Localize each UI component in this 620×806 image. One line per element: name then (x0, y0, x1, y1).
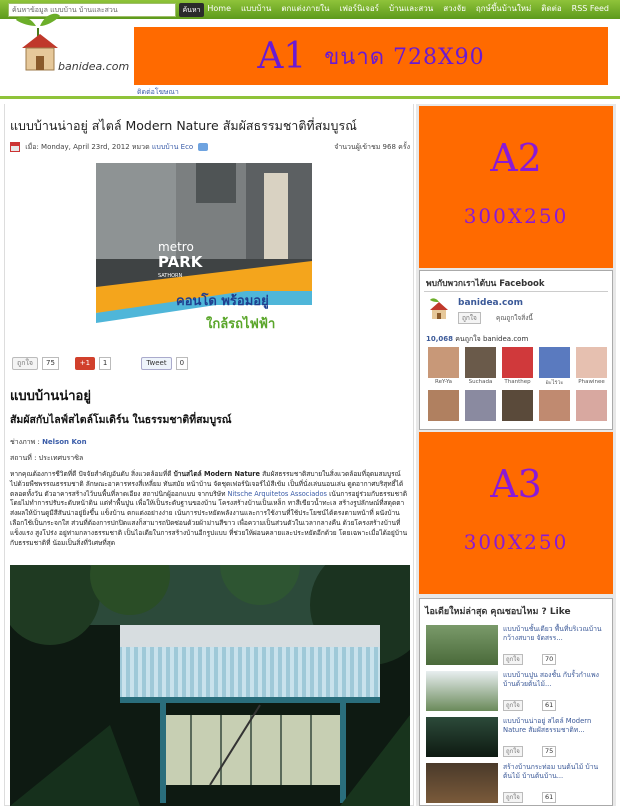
nav-contact[interactable]: ติดต่อ (541, 4, 562, 13)
comment-icon[interactable] (198, 143, 208, 151)
idea-like-button[interactable]: ถูกใจ (503, 746, 523, 757)
photo-credit (10, 437, 87, 448)
advertise-contact-link[interactable]: ติดต่อโฆษณา (137, 88, 179, 96)
nav-rss-feed[interactable]: RSS Feed (571, 4, 609, 13)
banner-a1-label: A1 (257, 35, 307, 77)
fan-face[interactable] (426, 390, 461, 421)
banner-ad-a1[interactable] (134, 27, 608, 85)
fan-name: Suchada (468, 379, 493, 385)
facebook-widget-title: พบกับพวกเราได้บน Facebook (426, 279, 545, 289)
facebook-widget (419, 270, 613, 430)
google-plus-button[interactable]: +1 (75, 357, 95, 370)
divider (424, 291, 608, 292)
idea-item[interactable] (426, 671, 610, 713)
architect-link[interactable]: Nitsche Arquitetos Associados (227, 489, 327, 498)
ad-line-condo-ready: คอนโด พร้อมอยู่ (176, 294, 269, 309)
nav-home[interactable]: Home (207, 4, 231, 13)
ad-box-a3[interactable] (419, 432, 613, 594)
ad-brand-park: PARK (158, 253, 203, 271)
idea-item[interactable] (426, 763, 610, 805)
idea-thumbnail[interactable] (426, 717, 498, 757)
fan-face[interactable] (537, 390, 572, 421)
fan-face[interactable] (574, 390, 609, 421)
idea-title-link[interactable]: แบบบ้านปูน สองชั้น กับรั้วกำแพงบ้านด้วยต้นไม้... (503, 671, 599, 688)
idea-thumbnail[interactable] (426, 671, 498, 711)
body-text-1: หากคุณต้องการชีวิตที่ดี ปัจจัยสำคัญอันดับ สิ่งแวดล้อมที่ดี (10, 470, 172, 478)
fan-name: Thanthep (504, 379, 531, 385)
you-like-this: คุณถูกใจสิ่งนี้ (496, 314, 533, 322)
share-bar (12, 356, 188, 370)
site-logo[interactable] (14, 8, 134, 78)
facebook-page-name[interactable]: banidea.com (458, 298, 523, 308)
nav-interior[interactable]: ตกแต่งภายใน (281, 4, 330, 13)
logo-wordmark: banidea.com (58, 60, 130, 73)
idea-like-button[interactable]: ถูกใจ (503, 654, 523, 665)
fan-name: อะไรวะ (545, 380, 564, 386)
idea-title-link[interactable]: แบบบ้านน่าอยู่ สไตล์ Modern Nature สัมผัสธรรมชาติท... (503, 717, 592, 734)
idea-title-link[interactable]: แบบบ้านชั้นเดียว พื้นที่บริเวณบ้านกว้างสบาย จัดสรร... (503, 625, 602, 642)
credit-label: ช่างภาพ : (10, 438, 40, 446)
fan-face[interactable] (537, 347, 572, 388)
calendar-icon (10, 142, 20, 152)
page-logo-icon[interactable] (428, 298, 450, 320)
fan-face[interactable] (463, 390, 498, 421)
ad-a3-size: 300X250 (463, 530, 569, 554)
avatar (502, 390, 533, 421)
location: สถานที่ : ประเทศบราซิล (10, 454, 84, 462)
search-input[interactable]: ค้นหาข้อมูล แบบบ้าน บ้านและสวน (8, 3, 176, 17)
idea-like-button[interactable]: ถูกใจ (503, 792, 523, 803)
idea-item[interactable] (426, 717, 610, 759)
latest-ideas-widget (419, 598, 613, 806)
ad-brand-sathorn: SATHORN (158, 273, 183, 279)
nav-furniture[interactable]: เฟอร์นิเจอร์ (339, 4, 379, 13)
ad-a2-size: 300X250 (463, 204, 569, 228)
metro-park-ad[interactable] (96, 163, 312, 343)
house-photo[interactable] (10, 565, 410, 806)
like-count: 75 (42, 357, 59, 370)
avatar (539, 347, 570, 378)
facebook-fan-count (426, 334, 528, 345)
nav-home-garden[interactable]: บ้านและสวน (388, 4, 434, 13)
fan-count-text: คนถูกใจ banidea.com (455, 335, 529, 343)
fan-face[interactable] (500, 390, 535, 421)
fan-face[interactable] (574, 347, 609, 388)
tweet-count: 0 (176, 357, 188, 370)
idea-title-link[interactable]: สร้างบ้านกระท่อม บนต้นไม้ บ้านต้นไม้ บ้านต้นบ้าน... (503, 763, 599, 780)
article-body (10, 470, 408, 548)
body-text-3: เน้นการอยู่ร่วมกับธรรมชาติ โดยไม่ทำการปรับระดับหน้าดิน แต่ทำพื้นปูน เพื่อให้เป็นระดับฐานของบ้าน โครงสร้างบ้านเป็นเหล็ก ทาสีเขียวน้ำทะเล สร้างรูปลักษณ์ที่สดุดตา ส่งผลให้บ้านดูมีสีสันน่าอยู่ยิ่งขึ้น แข็งบ้าน ตกแต่งอย่างง่าย เน้นการประหยัดพลังงานและการใช้งานที่ใช้ประโยชน์ได้ตรงตามหน้าที่ ผนังบ้านเลือกใช้เป็นกระจกใส ส่วนที่ต้องการปกปิดแสงก็สามารถปิดซ่อนด้วยผ้าม่านสีขาว เพื่อความเป็นส่วนตัวในเวลากลางคืน ด้วยโครงสร้างบ้านที่แข็งแรง สูงโปร่ง อยู่ท่ามกลางธรรมชาติ เป็นไอเดียในการสร้างบ้านอีกรูปแบบ ที่ช่วยให้ผ่อนคลายและประหยัดอีกด้วย โดยเฉพาะเมื่อได้อยู่บ้านกับธรรมชาติที่ น้อมเป็นสิ่งที่วิเศษที่สุด (10, 489, 408, 547)
fan-face[interactable] (500, 347, 535, 388)
search-button[interactable]: ค้นหา (179, 3, 204, 17)
condo-ad-graphic (96, 163, 312, 343)
idea-thumbnail[interactable] (426, 763, 498, 803)
view-count: จำนวนผู้เข้าชม 968 ครั้ง (334, 143, 410, 151)
ad-box-a2[interactable] (419, 106, 613, 268)
main-menu (202, 0, 614, 19)
gplus-count: 1 (99, 357, 111, 370)
post-date: เมื่อ: Monday, April 23rd, 2012 หมวด (25, 143, 150, 151)
idea-like-count: 61 (542, 700, 556, 711)
avatar (465, 347, 496, 378)
avatar (576, 390, 607, 421)
category-link[interactable]: แบบบ้าน Eco (151, 143, 194, 151)
ad-a3-label: A3 (490, 462, 542, 506)
ad-line-near-skytrain: ใกล้รถไฟฟ้า (206, 317, 276, 332)
avatar (428, 390, 459, 421)
nav-housewarming[interactable]: ฤกษ์ขึ้นบ้านใหม่ (475, 4, 532, 13)
nav-garden[interactable]: สวงจัย (443, 4, 466, 13)
article-heading: แบบบ้านน่าอยู่ (10, 389, 91, 404)
idea-like-button[interactable]: ถูกใจ (503, 700, 523, 711)
idea-like-count: 61 (542, 792, 556, 803)
fan-faces-grid (426, 347, 610, 421)
avatar (465, 390, 496, 421)
ad-a2-label: A2 (490, 136, 542, 180)
idea-item[interactable] (426, 625, 610, 667)
article-meta (10, 142, 410, 156)
facebook-like-button[interactable]: ถูกใจ (12, 357, 38, 370)
facebook-page-like-button[interactable]: ถูกใจ (458, 312, 481, 324)
body-bold-text: บ้านสไตล์ Modern Nature (173, 470, 261, 478)
fan-name: Phawinee (578, 379, 605, 385)
idea-thumbnail[interactable] (426, 625, 498, 665)
photographer-link[interactable]: Nelson Kon (42, 438, 87, 446)
house-logo-icon (14, 8, 134, 78)
avatar (539, 390, 570, 421)
avatar (428, 347, 459, 378)
tweet-button[interactable]: Tweet (141, 357, 171, 370)
banner-a1-size: ขนาด 728X90 (324, 44, 485, 70)
body-text-2: สัมผัสธรรมชาติสบายในสิ่งแวดล้อมที่อุดมสมบูรณ์ไปด้วยพืชพรรณธรรมชาติ ลักษณะอาคารทรงสี่เหลี่ยม ทันสมัย หน้าบ้าน จัดชุดเฟอร์นิเจอร์ไม้สีเข้ม เป็นที่นั่งเล่นนอนเล่น ดูดอากาศบริสุทธิ์ได้ตลอดทั้งวัน ตัวอาคารสร้างไว้บนพื้นที่ลาดเอียง สถาปนิกผู้ออกแบบ จากบริษัท (10, 470, 404, 498)
fan-face[interactable] (463, 347, 498, 388)
latest-ideas-title: ไอเดียใหม่ล่าสุด คุณชอบไหม ? Like (425, 607, 571, 617)
modern-house-image (10, 565, 410, 806)
avatar (502, 347, 533, 378)
fan-name: ReY-Ya (435, 379, 452, 385)
fan-count-number[interactable]: 10,068 (426, 335, 454, 343)
ad-brand-metro: metro (158, 240, 194, 254)
avatar (576, 347, 607, 378)
article-subheading: สัมผัสกับไลฟ์สไตล์โมเดิร์น ในธรรมชาติที่สมบูรณ์ (10, 414, 232, 426)
fan-face[interactable] (426, 347, 461, 388)
nav-house-plans[interactable]: แบบบ้าน (240, 4, 272, 13)
article-title: แบบบ้านน่าอยู่ สไตล์ Modern Nature สัมผัสธรรมชาติที่สมบูรณ์ (10, 118, 357, 133)
idea-like-count: 75 (542, 746, 556, 757)
idea-like-count: 70 (542, 654, 556, 665)
